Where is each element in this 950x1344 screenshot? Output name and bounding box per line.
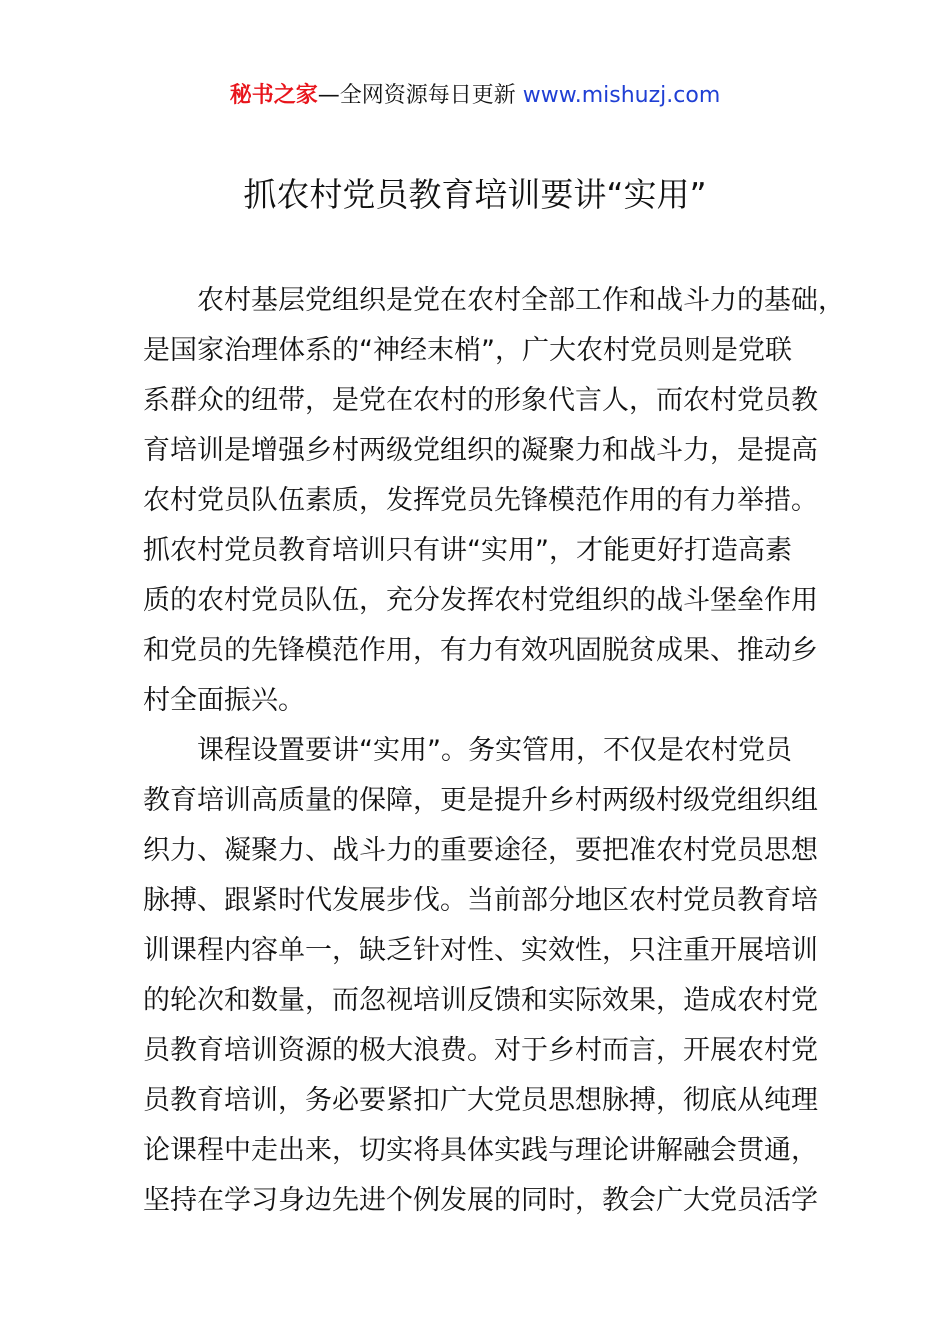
text-line: 论课程中走出来，切实将具体实践与理论讲解融会贯通， <box>143 1135 818 1166</box>
text-line: 系群众的纽带，是党在农村的形象代言人，而农村党员教 <box>143 385 818 416</box>
text-line: 织力、凝聚力、战斗力的重要途径，要把准农村党员思想 <box>143 835 818 866</box>
text-line: 的轮次和数量，而忽视培训反馈和实际效果，造成农村党 <box>143 985 818 1016</box>
text-line: 课程设置要讲“实用”。务实管用，不仅是农村党员 <box>197 735 792 766</box>
text-line: 员教育培训，务必要紧扣广大党员思想脉搏，彻底从纯理 <box>143 1085 818 1116</box>
text-line: 坚持在学习身边先进个例发展的同时，教会广大党员活学 <box>143 1185 818 1216</box>
text-line: 和党员的先锋模范作用，有力有效巩固脱贫成果、推动乡 <box>143 635 818 666</box>
text-line: 农村基层党组织是党在农村全部工作和战斗力的基础， <box>197 285 845 316</box>
paragraph <box>143 726 833 1226</box>
site-url-link[interactable]: www.mishuzj.com <box>522 83 721 108</box>
document-title: 抓农村党员教育培训要讲“实用” <box>243 175 707 214</box>
text-line: 抓农村党员教育培训只有讲“实用”，才能更好打造高素 <box>143 535 792 566</box>
text-line: 农村党员队伍素质，发挥党员先锋模范作用的有力举措。 <box>143 485 818 516</box>
text-line: 员教育培训资源的极大浪费。对于乡村而言，开展农村党 <box>143 1035 818 1066</box>
text-line: 育培训是增强乡村两级党组织的凝聚力和战斗力，是提高 <box>143 435 818 466</box>
text-line: 教育培训高质量的保障，更是提升乡村两级村级党组织组 <box>143 785 818 816</box>
text-line: 是国家治理体系的“神经末梢”，广大农村党员则是党联 <box>143 335 792 366</box>
text-line: 村全面振兴。 <box>143 685 305 716</box>
text-line: 训课程内容单一，缺乏针对性、实效性，只注重开展培训 <box>143 935 818 966</box>
site-header <box>0 80 950 112</box>
text-line: 质的农村党员队伍，充分发挥农村党组织的战斗堡垒作用 <box>143 585 818 616</box>
paragraph <box>143 276 845 726</box>
text-line: 脉搏、跟紧时代发展步伐。当前部分地区农村党员教育培 <box>143 885 818 916</box>
site-brand: 秘书之家 <box>229 83 318 108</box>
site-tagline: —全网资源每日更新 <box>317 83 523 108</box>
document-body <box>143 276 845 1226</box>
